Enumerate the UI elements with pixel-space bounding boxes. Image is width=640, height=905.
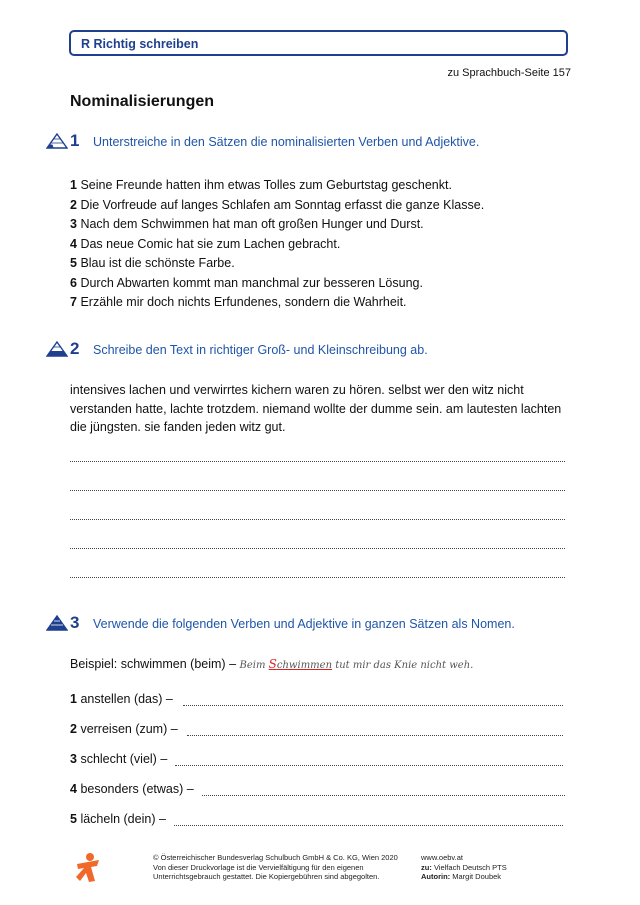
- page-reference: zu Sprachbuch-Seite 157: [447, 67, 571, 79]
- footer-info: www.oebv.at zu: Vielfach Deutsch PTS Autorin: Margit Doubek: [421, 853, 507, 881]
- sentence: 1 Seine Freunde hatten ihm etwas Tolles zum Geburtstag geschenkt.: [70, 178, 452, 192]
- example-answer: Beim Schwimmen tut mir das Knie nicht weh.: [239, 657, 474, 671]
- answer-line[interactable]: [183, 705, 563, 706]
- task-number: 1: [70, 131, 80, 150]
- answer-line[interactable]: [70, 461, 565, 462]
- section-header: [69, 30, 568, 56]
- sentence: 5 Blau ist die schönste Farbe.: [70, 256, 235, 270]
- answer-line[interactable]: [175, 765, 563, 766]
- sentence: 2 Die Vorfreude auf langes Schlafen am Sonntag erfasst die ganze Klasse.: [70, 197, 485, 212]
- example-label: Beispiel: schwimmen (beim) –: [70, 657, 237, 671]
- task-instruction: Schreibe den Text in richtiger Groß- und Kleinschreibung ab.: [93, 343, 428, 357]
- answer-line[interactable]: [70, 577, 565, 578]
- exercise-item: 2 verreisen (zum) –: [70, 722, 178, 736]
- exercise-item: 5 lächeln (dein) –: [70, 812, 166, 826]
- difficulty-level-1-icon: [46, 133, 68, 149]
- difficulty-level-2-icon: [46, 341, 68, 357]
- answer-line[interactable]: [174, 825, 563, 826]
- footer-copyright: © Österreichischer Bundesverlag Schulbuch GmbH & Co. KG, Wien 2020 Von dieser Druckvorlage ist die Vervielfältigung für den eigenen Unterrichtsgebrauch gestattet. Die Kopiergebühren sind abgegolten.: [153, 853, 398, 881]
- difficulty-level-3-icon: [46, 615, 68, 631]
- sentence: 6 Durch Abwarten kommt man manchmal zur besseren Lösung.: [70, 275, 423, 290]
- answer-line[interactable]: [70, 519, 565, 520]
- footer-website[interactable]: www.oebv.at: [421, 853, 463, 862]
- example-line: [70, 657, 473, 671]
- task-2-text: intensives lachen und verwirrtes kichern waren zu hören. selbst wer den witz nicht verstanden hatte, lachte trotzdem. niemand wollte der dumme sein. am lautesten lachten die jüngsten. sie fanden jeden witz gut.: [70, 383, 562, 434]
- answer-line[interactable]: [187, 735, 563, 736]
- answer-line[interactable]: [202, 795, 565, 796]
- answer-line[interactable]: [70, 548, 565, 549]
- sentence-list: [70, 176, 484, 313]
- exercise-item: 4 besonders (etwas) –: [70, 782, 194, 796]
- sentence: 7 Erzähle mir doch nichts Erfundenes, sondern die Wahrheit.: [70, 295, 407, 309]
- sentence: 3 Nach dem Schwimmen hat man oft großen Hunger und Durst.: [70, 217, 424, 231]
- page-title: Nominalisierungen: [70, 93, 215, 110]
- exercise-item: 3 schlecht (viel) –: [70, 752, 168, 766]
- answer-line[interactable]: [70, 490, 565, 491]
- sentence: 4 Das neue Comic hat sie zum Lachen gebracht.: [70, 236, 341, 251]
- task-instruction: Verwende die folgenden Verben und Adjektive in ganzen Sätzen als Nomen.: [93, 617, 515, 631]
- section-title: R Richtig schreiben: [81, 37, 199, 51]
- task-instruction: Unterstreiche in den Sätzen die nominalisierten Verben und Adjektive.: [93, 135, 480, 149]
- task-number: 2: [70, 339, 80, 358]
- exercise-item: 1 anstellen (das) –: [70, 692, 173, 706]
- oebv-logo-icon: [74, 852, 102, 884]
- task-number: 3: [70, 613, 80, 632]
